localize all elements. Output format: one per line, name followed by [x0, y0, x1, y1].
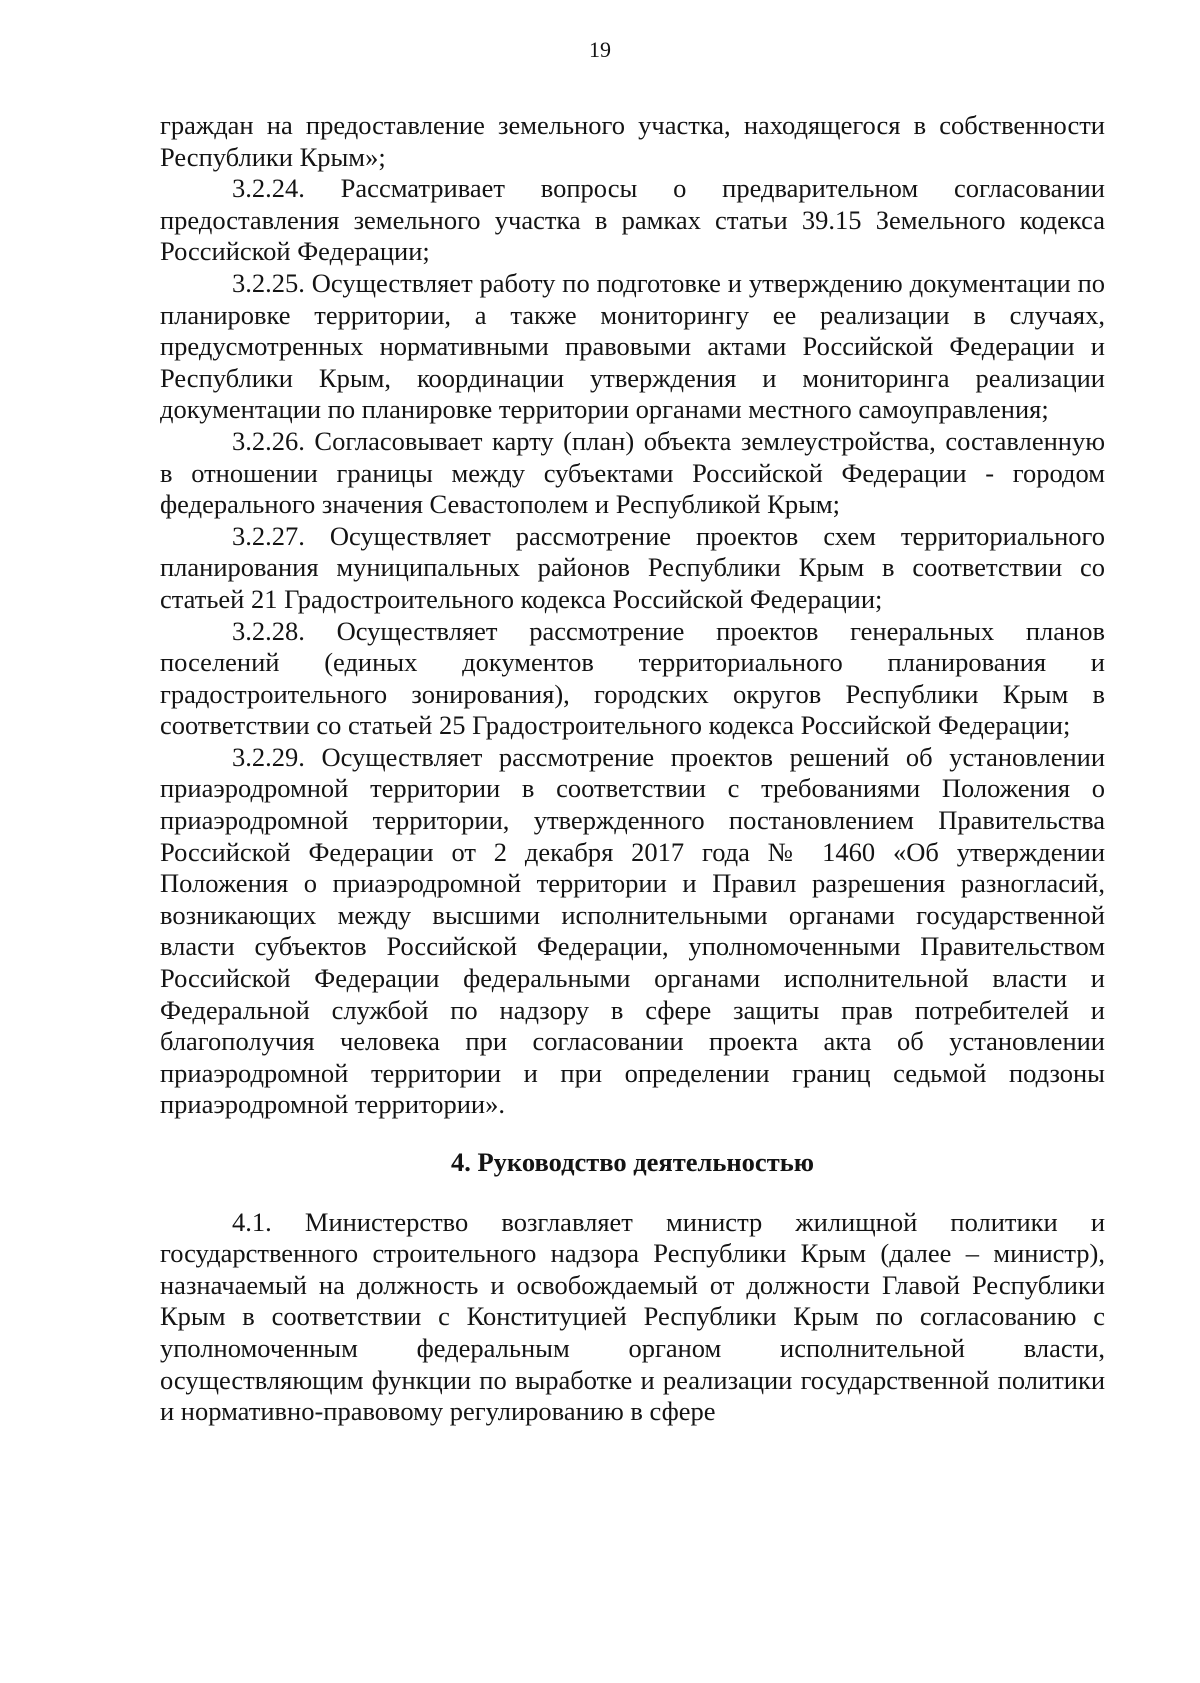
paragraph-3-2-29: 3.2.29. Осуществляет рассмотрение проектов решений об установлении приаэродромной территории в соответствии с требованиями Положения о приаэродромной территории, утвержденного постановлением Правительства Российской Федерации от 2 декабря 2017 года № 1460 «Об утверждении Положения о приаэродромной территории и Правил разрешения разногласий, возникающих между высшими исполнительными органами государственной власти субъектов Российской Федерации, уполномоченными Правительством Российской Федерации федеральными органами исполнительной власти и Федеральной службой по надзору в сфере защиты прав потребителей и благополучия человека при согласовании проекта акта об установлении приаэродромной территории и при определении границ седьмой подзоны приаэродромной территории». [160, 741, 1105, 1120]
paragraph-3-2-24: 3.2.24. Рассматривает вопросы о предварительном согласовании предоставления земельного участка в рамках статьи 39.15 Земельного кодекса Российской Федерации; [160, 173, 1105, 267]
paragraph-3-2-27: 3.2.27. Осуществляет рассмотрение проектов схем территориального планирования муниципальных районов Республики Крым в соответствии со статьей 21 Градостроительного кодекса Российской Федерации; [160, 520, 1105, 614]
paragraph-3-2-25: 3.2.25. Осуществляет работу по подготовке и утверждению документации по планировке территории, а также мониторингу ее реализации в случаях, предусмотренных нормативными правовыми актами Российской Федерации и Республики Крым, координации утверждения и мониторинга реализации документации по планировке территории органами местного самоуправления; [160, 267, 1105, 425]
paragraph-continuation: граждан на предоставление земельного участка, находящегося в собственности Республики Крым»; [160, 110, 1105, 172]
section-heading: 4. Руководство деятельностью [451, 1147, 814, 1177]
document-body [160, 110, 1105, 1428]
page-number: 19 [589, 37, 611, 62]
paragraph-3-2-26: 3.2.26. Согласовывает карту (план) объекта землеустройства, составленную в отношении границы между субъектами Российской Федерации - городом федерального значения Севастополем и Республикой Крым; [160, 425, 1105, 520]
paragraph-4-1: 4.1. Министерство возглавляет министр жилищной политики и государственного строительного надзора Республики Крым (далее – министр), назначаемый на должность и освобождаемый от должности Главой Республики Крым в соответствии с Конституцией Республики Крым по согласованию с уполномоченным федеральным органом исполнительной власти, осуществляющим функции по выработке и реализации государственной политики и нормативно-правовому регулированию в сфере [160, 1206, 1105, 1427]
paragraph-3-2-28: 3.2.28. Осуществляет рассмотрение проектов генеральных планов поселений (единых документов территориального планирования и градостроительного зонирования), городских округов Республики Крым в соответствии со статьей 25 Градостроительного кодекса Российской Федерации; [160, 615, 1105, 741]
